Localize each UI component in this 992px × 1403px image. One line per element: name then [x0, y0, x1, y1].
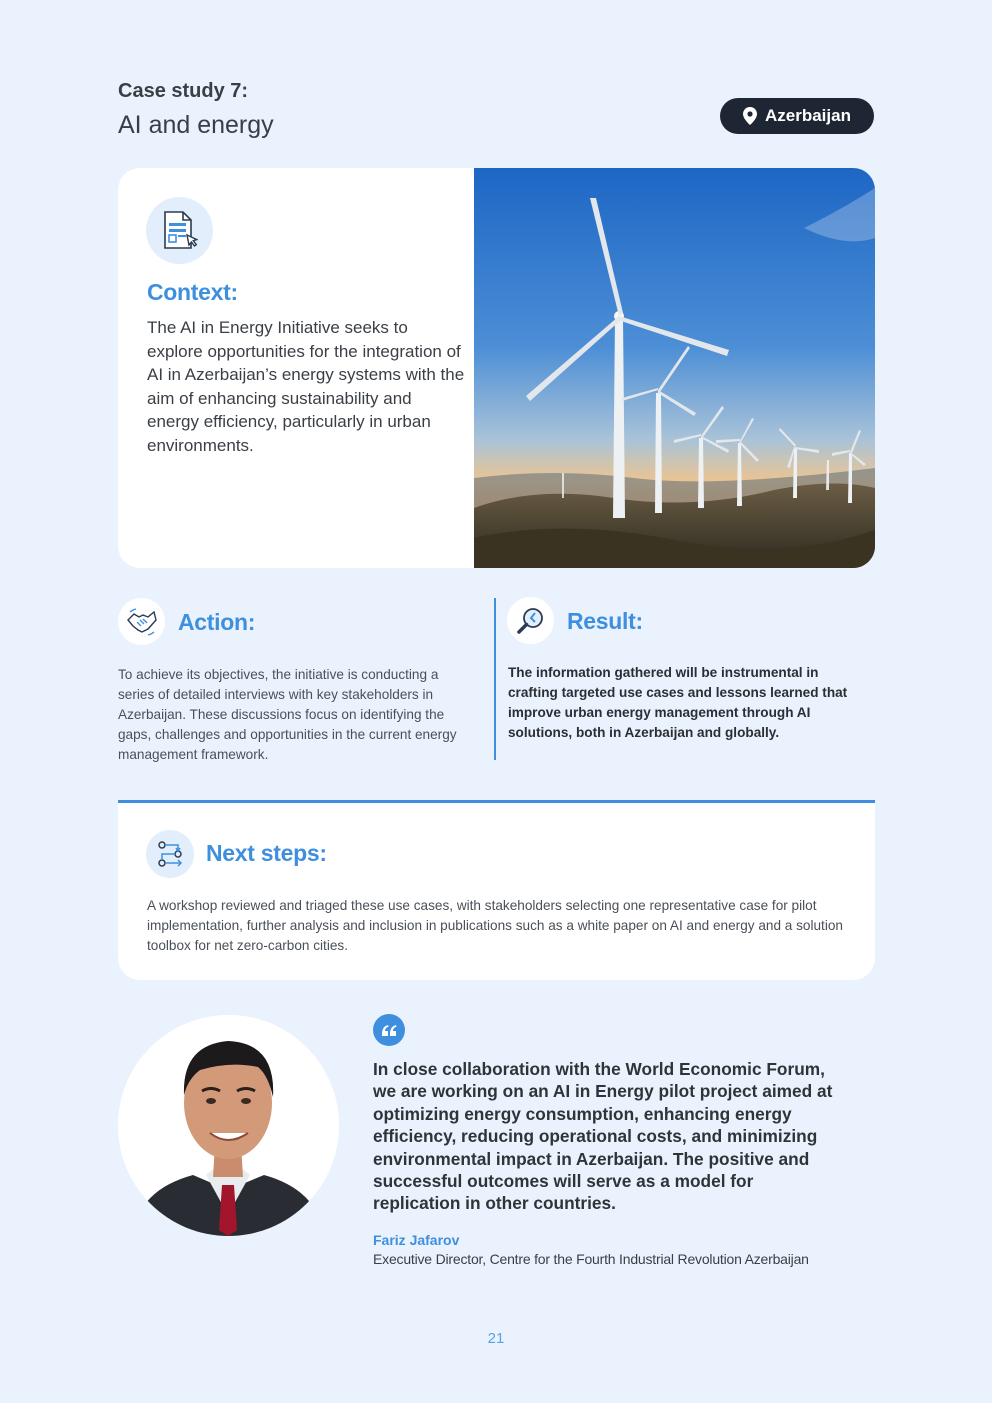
column-divider	[494, 598, 496, 760]
action-heading: Action:	[178, 609, 256, 635]
wind-turbines-image	[474, 168, 875, 568]
context-icon-circle	[146, 197, 213, 264]
context-heading: Context:	[147, 279, 238, 305]
workflow-icon	[154, 838, 186, 870]
location-label: Azerbaijan	[765, 106, 851, 125]
handshake-icon	[126, 608, 158, 636]
case-study-label: Case study 7:	[118, 80, 249, 102]
next-steps-heading: Next steps:	[206, 840, 327, 866]
quote-text: In close collaboration with the World Economic Forum, we are working on an AI in Energy pilot project aimed at optimizing energy consumption, enhancing energy efficiency, reducing operational costs, and minimizing environmental impact in Azerbaijan. The positive and successful outcomes will serve as a model for replication in other countries.	[373, 1059, 833, 1214]
next-steps-body: A workshop reviewed and triaged these use cases, with stakeholders selecting one representative case for pilot implementation, further analysis and inclusion in publications such as a white paper on AI and energy and a solution toolbox for net zero-carbon cities.	[147, 898, 843, 953]
quote-icon	[373, 1014, 405, 1046]
action-icon-circle	[118, 598, 165, 645]
context-body: The AI in Energy Initiative seeks to explore opportunities for the integration of AI in Azerbaijan’s energy systems with the aim of enhancing sustainability and energy efficiency, particularly in urban environments.	[147, 318, 465, 455]
result-icon-circle	[507, 597, 554, 644]
result-heading: Result:	[567, 608, 643, 634]
speaker-portrait	[118, 1015, 339, 1236]
quote-author-role: Executive Director, Centre for the Fourth Industrial Revolution Azerbaijan	[373, 1251, 809, 1267]
case-study-title: AI and energy	[118, 111, 274, 139]
action-body: To achieve its objectives, the initiative is conducting a series of detailed interviews with key stakeholders in Azerbaijan. These discussions focus on identifying the gaps, challenges and opportunities in the current energy management framework.	[118, 667, 457, 762]
location-badge	[720, 98, 874, 134]
document-cursor-icon	[162, 210, 198, 252]
result-body: The information gathered will be instrumental in crafting targeted use cases and lessons learned that improve urban energy management through AI solutions, both in Azerbaijan and globally.	[508, 665, 848, 740]
quote-author: Fariz Jafarov	[373, 1232, 460, 1248]
page-number: 21	[487, 1330, 505, 1347]
map-pin-icon	[743, 107, 757, 125]
next-steps-icon-circle	[146, 830, 194, 878]
magnifier-icon	[516, 606, 546, 636]
